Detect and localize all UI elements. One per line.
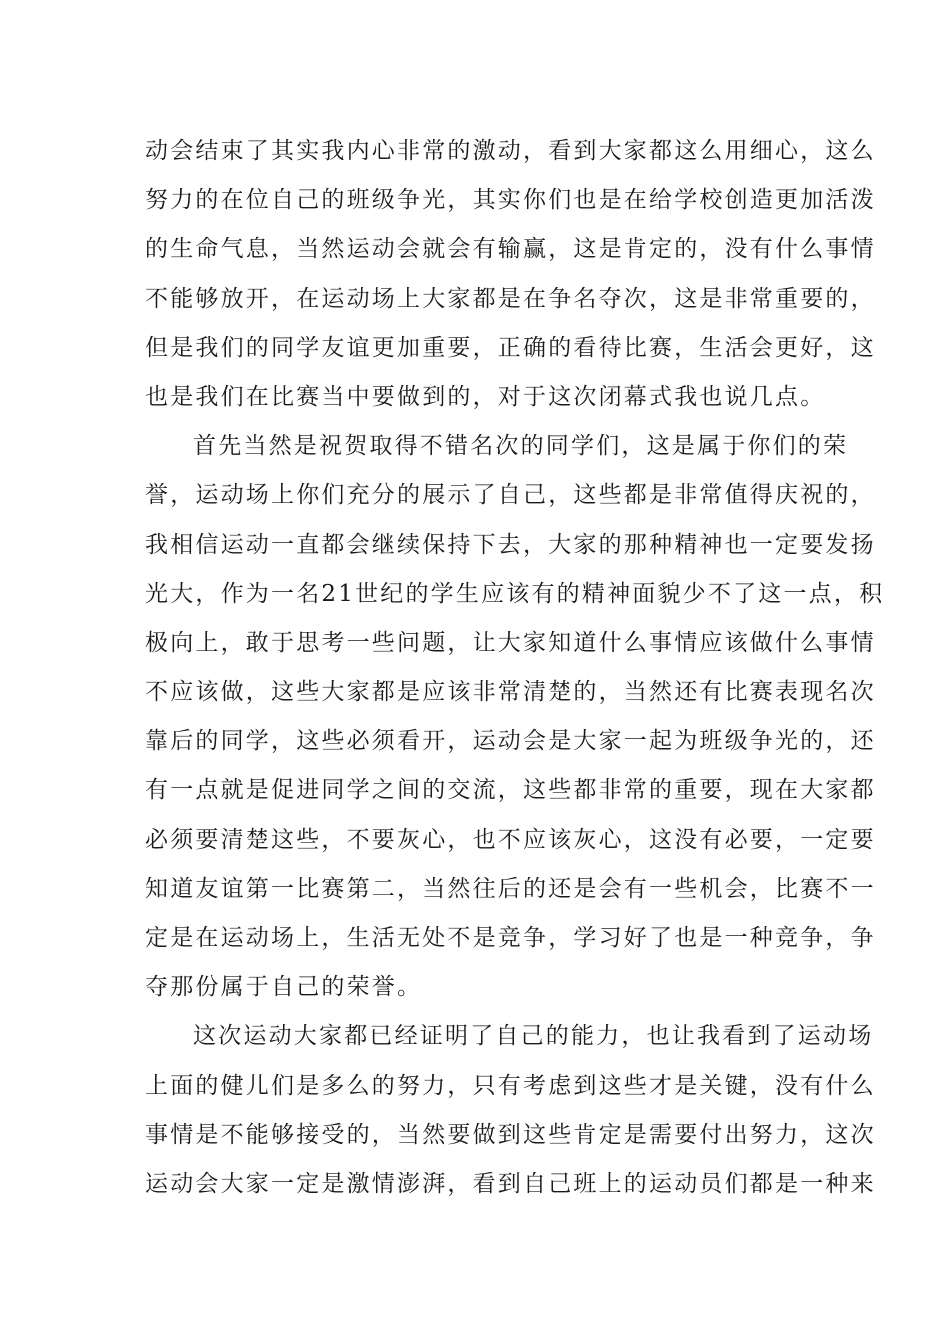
text-line: 这次运动大家都已经证明了自己的能力，也让我看到了运动场 xyxy=(193,1023,874,1050)
text-line: 上面的健儿们是多么的努力，只有考虑到这些才是关键，没有什么 xyxy=(145,1072,876,1099)
text-line: 靠后的同学，这些必须看开，运动会是大家一起为班级争光的，还 xyxy=(145,728,876,755)
text-line: 不应该做，这些大家都是应该非常清楚的，当然还有比赛表现名次 xyxy=(145,679,876,706)
text-line: 但是我们的同学友谊更加重要，正确的看待比赛，生活会更好，这 xyxy=(145,334,876,361)
text-line: 定是在运动场上，生活无处不是竞争，学习好了也是一种竞争，争 xyxy=(145,925,876,951)
text-line: 极向上，敢于思考一些问题，让大家知道什么事情应该做什么事情 xyxy=(145,629,876,656)
text-line: 也是我们在比赛当中要做到的，对于这次闭幕式我也说几点。 xyxy=(145,383,826,410)
text-line: 动会结束了其实我内心非常的激动，看到大家都这么用细心，这么 xyxy=(145,138,876,164)
text-line: 运动会大家一定是激情澎湃，看到自己班上的运动员们都是一种来 xyxy=(145,1170,876,1197)
paragraph-3 xyxy=(145,1012,876,1209)
text-line: 我相信运动一直都会继续保持下去，大家的那种精神也一定要发扬 xyxy=(145,531,876,558)
text-line: 有一点就是促进同学之间的交流，这些都非常的重要，现在大家都 xyxy=(145,777,876,804)
text-line: 必须要清楚这些，不要灰心，也不应该灰心，这没有必要，一定要 xyxy=(145,826,876,853)
text-line: 努力的在位自己的班级争光，其实你们也是在给学校创造更加活泼 xyxy=(145,187,876,214)
text-line: 誉，运动场上你们充分的展示了自己，这些都是非常值得庆祝的， xyxy=(145,482,876,509)
text-line: 知道友谊第一比赛第二，当然往后的还是会有一些机会，比赛不一 xyxy=(145,875,876,902)
text-line: 首先当然是祝贺取得不错名次的同学们，这是属于你们的荣 xyxy=(193,433,849,460)
text-line: 的生命气息，当然运动会就会有输赢，这是肯定的，没有什么事情 xyxy=(145,236,876,263)
document-body xyxy=(145,127,885,1209)
text-line: 光大，作为一名21世纪的学生应该有的精神面貌少不了这一点，积 xyxy=(145,580,885,607)
text-line: 事情是不能够接受的，当然要做到这些肯定是需要付出努力，这次 xyxy=(145,1121,876,1148)
paragraph-1 xyxy=(145,127,876,422)
text-line: 夺那份属于自己的荣誉。 xyxy=(145,974,423,1001)
text-line: 不能够放开，在运动场上大家都是在争名夺次，这是非常重要的， xyxy=(145,285,876,312)
paragraph-2 xyxy=(145,422,885,1012)
